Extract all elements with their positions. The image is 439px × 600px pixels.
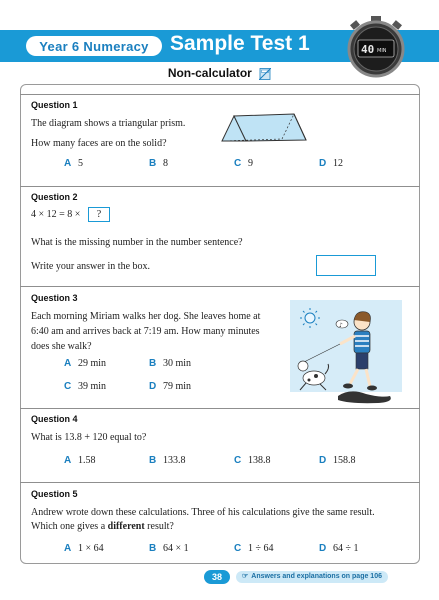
equation-text: 4 × 12 = 8 × [31,209,81,220]
option-letter: D [149,381,157,392]
option-text: 9 [248,158,253,169]
option-letter: B [149,455,157,466]
option-text: 1 ÷ 64 [248,543,274,554]
answer-box[interactable] [316,255,376,276]
question-heading: Question 4 [31,414,78,424]
answer-option[interactable] [64,455,96,466]
question-text: Which one gives a [31,521,106,532]
option-text: 39 min [78,381,107,392]
option-letter: C [64,381,72,392]
question-text: Each morning Miriam walks her dog. She leaves home at [31,311,261,322]
option-letter: A [64,543,72,554]
pointing-hand-icon: ☞ [242,573,249,580]
question-text: 6:40 am and arrives back at 7:19 am. How many minutes [31,326,260,337]
question-heading: Question 5 [31,489,78,499]
answer-option[interactable] [319,455,356,466]
option-text: 8 [163,158,168,169]
question-heading: Question 2 [31,192,78,202]
option-letter: C [234,543,242,554]
answer-option[interactable] [234,543,274,554]
question-text: The diagram shows a triangular prism. [31,118,186,129]
divider [20,286,420,287]
timer-value: 40 [361,43,375,56]
option-letter: C [234,455,242,466]
option-text: 64 × 1 [163,543,189,554]
answers-link-text: Answers and explanations on page 106 [251,573,382,580]
emphasis-word: different [107,521,145,532]
subtitle-text: Non-calculator [167,66,252,80]
answer-option[interactable] [319,158,343,169]
page-header [0,0,439,64]
question-text-tail: result? [144,521,174,532]
option-text: 133.8 [163,455,186,466]
divider [20,482,420,483]
divider [20,186,420,187]
answer-option[interactable] [149,543,189,554]
answer-option[interactable] [149,358,191,369]
question-text: Write your answer in the box. [31,261,151,272]
question-text: What is the missing number in the number sentence? [31,237,243,248]
answer-option[interactable] [234,158,253,169]
subject-label: Numeracy [83,38,149,54]
option-text: 138.8 [248,455,271,466]
option-letter: A [64,358,72,369]
question-text: does she walk? [31,341,92,352]
option-text: 1.58 [78,455,96,466]
option-letter: B [149,543,157,554]
answer-option[interactable] [149,158,168,169]
question-heading: Question 3 [31,293,78,303]
answer-option[interactable] [319,543,359,554]
year-label: Year 6 [39,38,80,54]
option-text: 5 [78,158,83,169]
answer-option[interactable] [149,455,186,466]
divider [20,94,420,95]
option-letter: B [149,158,157,169]
answer-option[interactable] [64,381,106,392]
divider [20,408,420,409]
option-text: 79 min [163,381,192,392]
section-subtitle [0,66,439,80]
question-heading: Question 1 [31,100,78,110]
option-letter: D [319,543,327,554]
girl-walking-dog-illustration [290,300,402,404]
option-text: 12 [333,158,343,169]
question-text: Andrew wrote down these calculations. Three of his calculations give the same result. [31,507,375,518]
option-letter: D [319,455,327,466]
answer-option[interactable] [149,381,191,392]
answer-option[interactable] [64,543,104,554]
page-number: 38 [204,570,230,584]
question-text-emphasis-line [31,519,174,534]
answers-link[interactable] [236,571,388,583]
triangular-prism-diagram [218,111,314,145]
option-text: 1 × 64 [78,543,104,554]
option-letter: D [319,158,327,169]
option-text: 64 ÷ 1 [333,543,359,554]
timer-unit: MIN [377,48,387,54]
svg-text:♪: ♪ [339,322,343,329]
option-letter: A [64,158,72,169]
question-text: How many faces are on the solid? [31,138,167,149]
answer-option[interactable] [64,358,106,369]
option-letter: B [149,358,157,369]
option-letter: A [64,455,72,466]
question-text: What is 13.8 + 120 equal to? [31,432,147,443]
option-text: 29 min [78,358,107,369]
answer-option[interactable] [234,455,271,466]
crossed-calculator-icon [259,68,271,80]
page-title: Sample Test 1 [170,32,310,55]
option-text: 30 min [163,358,192,369]
option-text: 158.8 [333,455,356,466]
year-subject-pill [26,36,162,56]
answer-option[interactable] [64,158,83,169]
missing-number-box: ? [88,207,110,222]
option-letter: C [234,158,242,169]
